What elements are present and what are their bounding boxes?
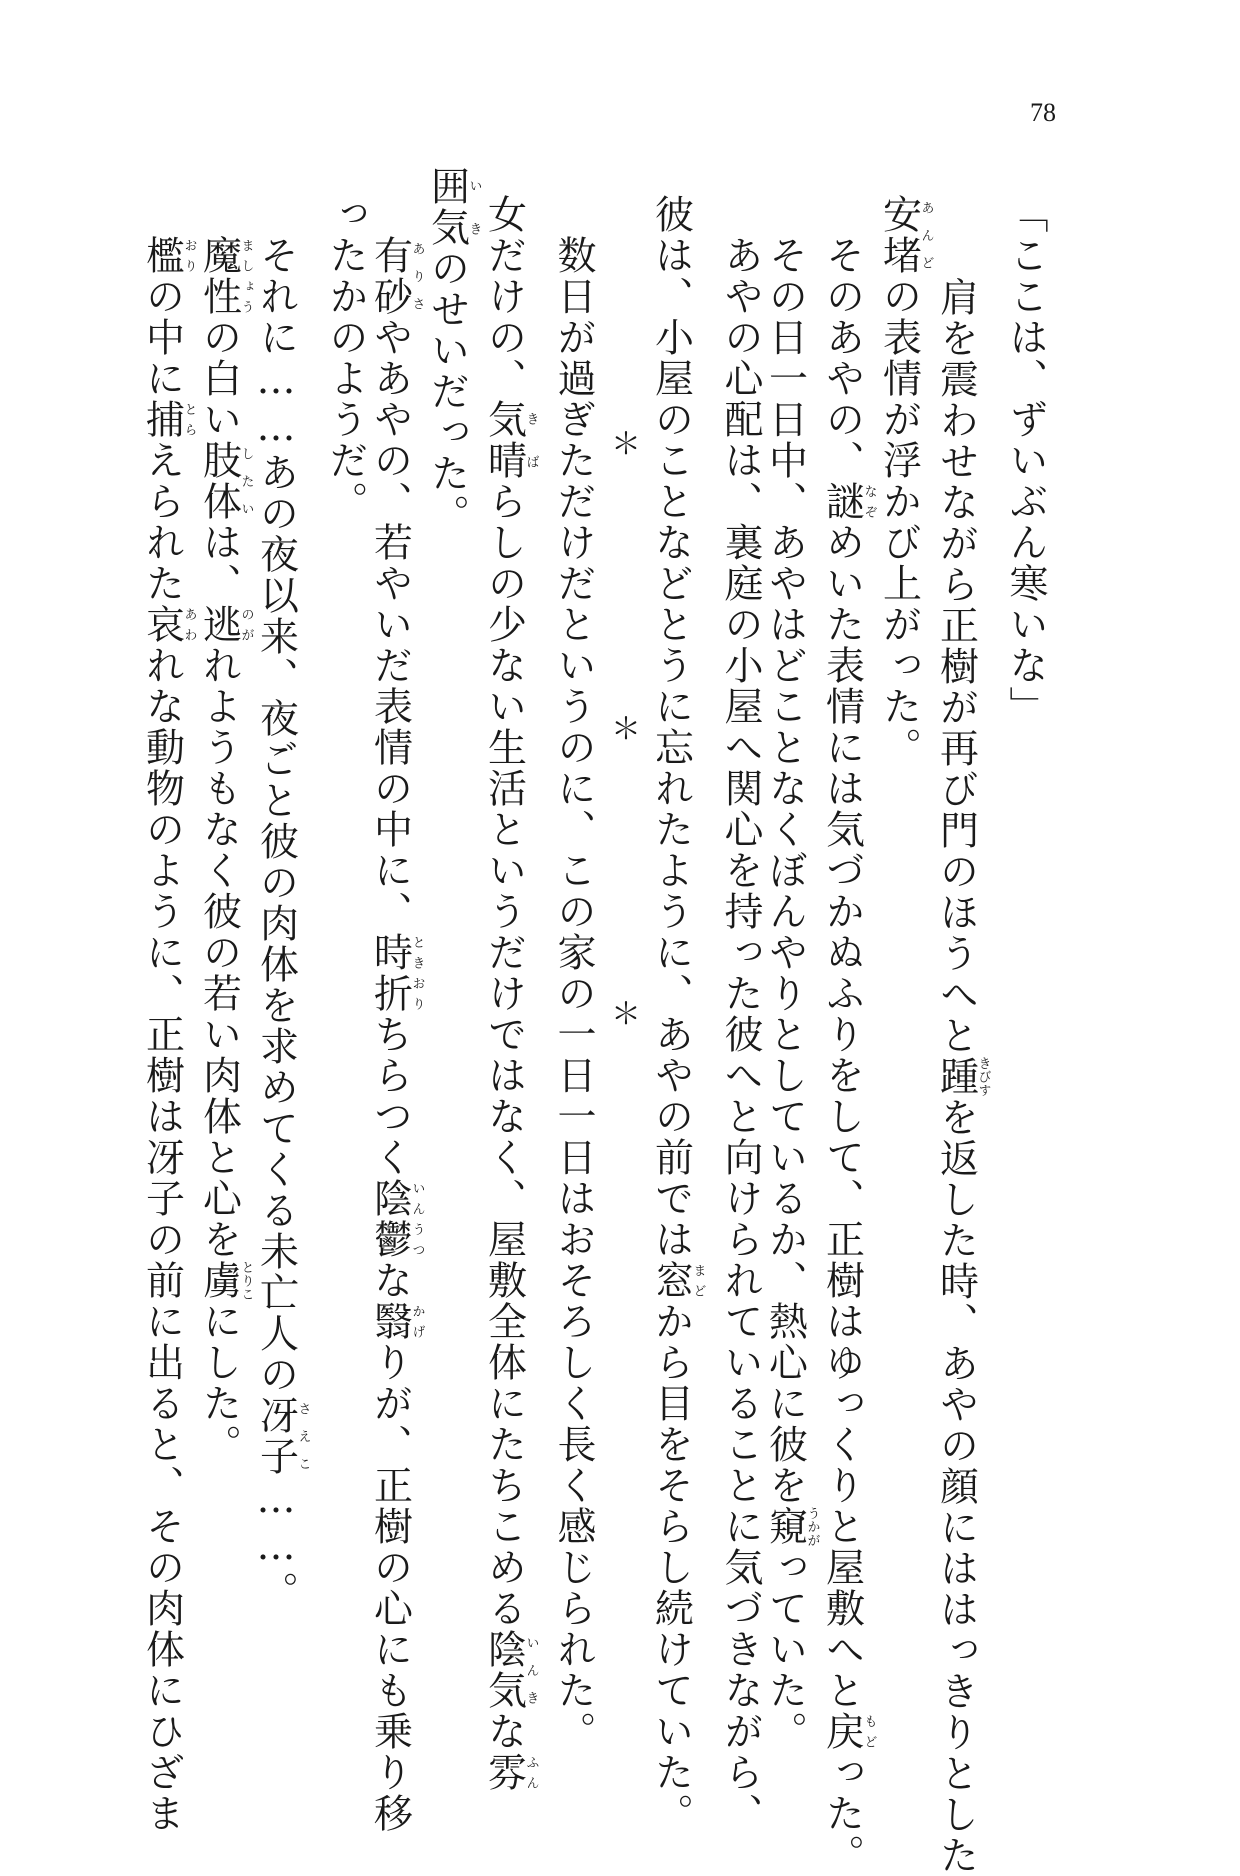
- text-line: 肩を震わせながら正樹が再び門のほうへと: [933, 236, 979, 1056]
- text-line: めいた表情には気づかぬふりをして、正樹はゆっくりと屋敷へと: [819, 522, 865, 1711]
- ruby-word: 檻おり: [139, 235, 197, 276]
- text-line: ったかのようだ。: [323, 194, 368, 522]
- ruby-word: 踵きびす: [933, 1056, 991, 1097]
- text-line: った。: [819, 1752, 865, 1875]
- text-column-8: [551, 194, 595, 1752]
- ruby-word: 安堵あんど: [876, 194, 934, 276]
- asterisk-icon: ＊: [611, 712, 641, 747]
- section-break: [606, 427, 646, 1032]
- text-line: から目をそらし続けていた。: [648, 1301, 694, 1834]
- ruby-word: 窓まど: [648, 1260, 706, 1301]
- ruby-word: 陰気いんき: [481, 1629, 539, 1711]
- text-line: を返した時、あやの顔にははっきりとした: [933, 1097, 979, 1876]
- text-line: の表情が浮かび上がった。: [876, 276, 922, 768]
- text-line: 女だけの、: [481, 194, 527, 399]
- text-line: やあやの、若やいだ表情の中に、: [367, 317, 413, 932]
- ruby-word: 翳かげ: [367, 1301, 425, 1342]
- text-column-14: [196, 194, 254, 1465]
- text-line: は、: [196, 522, 242, 604]
- text-line: ちらつく: [367, 1014, 413, 1178]
- text-line: な: [367, 1260, 413, 1301]
- text-line: れな動物のように、正樹は冴子の前に出ると、その肉体にひざま: [139, 645, 185, 1834]
- text-line: のせいだった。: [424, 248, 470, 535]
- text-column-15: [139, 194, 197, 1834]
- text-column-11: [367, 194, 425, 1834]
- text-line: あやの心配は、裏庭の小屋へ関心を持った彼へと向けられていることに気づきながら、: [718, 194, 763, 1834]
- ruby-word: 窺うかが: [762, 1506, 820, 1547]
- text-column-4: [819, 194, 877, 1875]
- text-column-12: [323, 194, 367, 522]
- text-line: それに……あの夜以来、夜ごと彼の肉体を求めてくる未亡人の: [253, 194, 299, 1395]
- ruby-word: 虜とりこ: [196, 1260, 254, 1301]
- text-line: えられた: [139, 440, 185, 604]
- text-column-6: [718, 194, 762, 1834]
- ruby-word: 陰鬱いんうつ: [367, 1178, 425, 1260]
- ruby-word: 気晴きば: [481, 399, 539, 481]
- text-line: な: [481, 1711, 527, 1752]
- page-number: 78: [1030, 98, 1056, 127]
- text-line: 彼は、小屋のことなどとうに忘れたように、あやの前では: [648, 194, 694, 1260]
- text-column-13: [253, 194, 311, 1612]
- text-column-2: [933, 236, 991, 1876]
- ruby-word: 有砂ありさ: [367, 235, 425, 317]
- text-line: ……。: [253, 1477, 299, 1612]
- ruby-word: 謎なぞ: [819, 481, 877, 522]
- ruby-word: 囲気いき: [424, 166, 482, 248]
- text-line: りが、正樹の心にも乗り移: [367, 1342, 413, 1834]
- text-column-1: [1003, 194, 1047, 727]
- ruby-word: 雰ふん: [481, 1752, 539, 1793]
- ruby-word: 肢体したい: [196, 440, 254, 522]
- ruby-word: 戻もど: [819, 1711, 877, 1752]
- ruby-word: 冴子さえこ: [253, 1395, 311, 1477]
- text-line: らしの少ない生活というだけではなく、屋敷全体にたちこめる: [481, 481, 527, 1629]
- ruby-word: 捕とら: [139, 399, 197, 440]
- asterisk-icon: ＊: [611, 427, 641, 462]
- ruby-word: 魔性ましょう: [196, 235, 254, 317]
- text-column-5: [762, 194, 820, 1752]
- text-line: そのあやの、: [819, 194, 865, 481]
- ruby-word: 逃のが: [196, 604, 254, 645]
- text-column-3: [876, 194, 934, 768]
- text-line: の中に: [139, 276, 185, 399]
- text-column-10: [424, 166, 482, 535]
- text-line: 「ここは、ずいぶん寒いな」: [1003, 194, 1048, 727]
- text-line: れようもなく彼の若い肉体と心を: [196, 645, 242, 1260]
- text-line: の白い: [196, 317, 242, 440]
- ruby-word: 時折ときおり: [367, 932, 425, 1014]
- asterisk-icon: ＊: [611, 997, 641, 1032]
- ruby-word: 哀あわ: [139, 604, 197, 645]
- text-line: っていた。: [762, 1547, 808, 1752]
- text-line: その日一日中、あやはどことなくぼんやりとしているか、熱心に彼を: [762, 194, 808, 1506]
- text-line: 数日が過ぎただけだというのに、この家の一日一日はおそろしく長く感じられた。: [551, 194, 596, 1752]
- text-line: にした。: [196, 1301, 242, 1465]
- text-column-9: [481, 194, 539, 1793]
- text-column-7: [648, 194, 706, 1834]
